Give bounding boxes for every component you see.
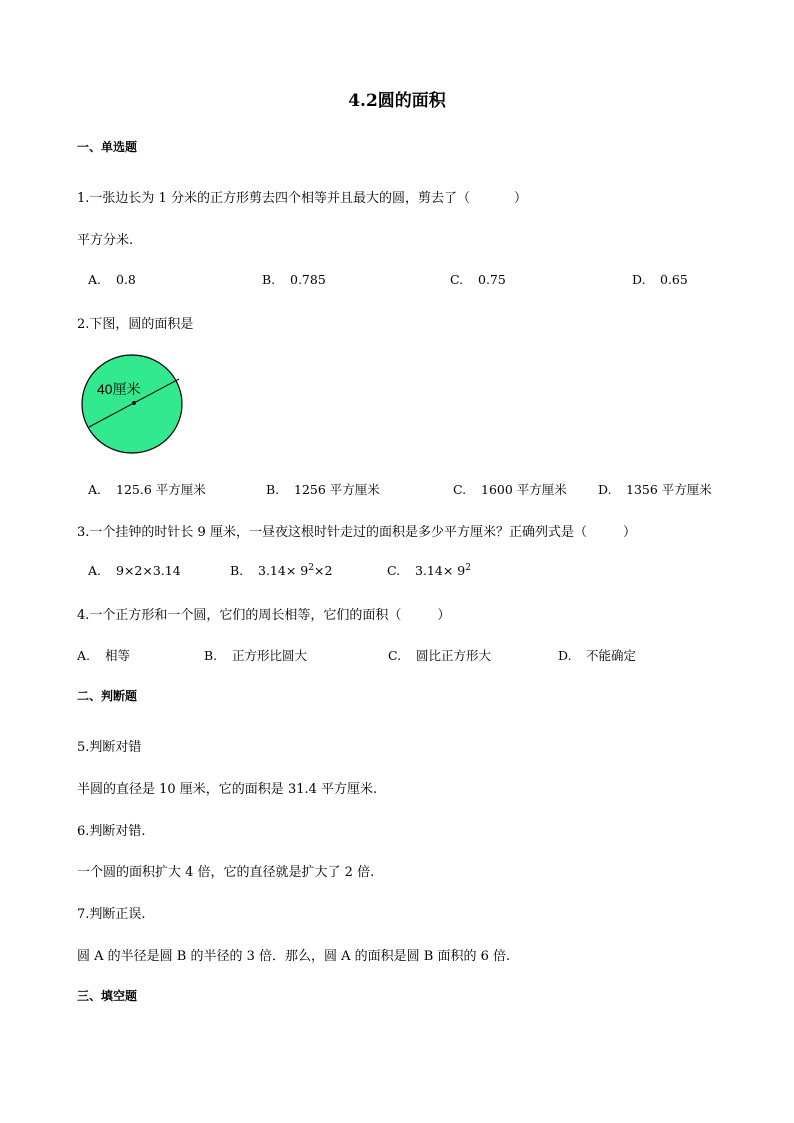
section-heading-single-choice: 一、单选题 [77, 140, 138, 154]
q3-option-c[interactable]: C. $3.14\times 9^2$ [387, 563, 471, 579]
q2-option-b[interactable]: B. 1256 平方厘米 [266, 482, 380, 497]
q4-option-c[interactable]: C. 圆比正方形大 [388, 648, 492, 663]
q1-option-a[interactable]: A. 0.8 [88, 272, 136, 287]
q4-option-a[interactable]: A. 相等 [77, 648, 131, 663]
q4-option-b[interactable]: B. 正方形比圆大 [204, 648, 308, 663]
center-dot [132, 401, 136, 405]
q2-option-a[interactable]: A. 125.6 平方厘米 [88, 482, 206, 497]
question-3-text: 3.一个挂钟的时针长 9 厘米，一昼夜这根时针走过的面积是多少平方厘米？正确列式是（ ） [77, 525, 636, 540]
q4-option-d[interactable]: D. 不能确定 [558, 648, 637, 663]
question-5-text: 5.判断对错 [77, 740, 142, 755]
section-heading-true-false: 二、判断题 [77, 689, 138, 703]
section-heading-fill-blank: 三、填空题 [77, 989, 138, 1003]
question-7-statement: 圆 A 的半径是圆 B 的半径的 3 倍．那么，圆 A 的面积是圆 B 面积的 6 倍. [77, 949, 511, 964]
question-1-continuation: 平方分米. [77, 233, 134, 248]
q2-option-d[interactable]: D. 1356 平方厘米 [598, 482, 712, 497]
circle-figure [78, 352, 186, 456]
question-4-text: 4.一个正方形和一个圆，它们的周长相等，它们的面积（ ） [77, 608, 451, 623]
q3-option-b[interactable]: B. $3.14\times 9^2\times 2$ [230, 563, 333, 579]
question-1-text: 1.一张边长为 1 分米的正方形剪去四个相等并且最大的圆，剪去了（ ） [77, 191, 527, 206]
q1-option-d[interactable]: D. 0.65 [632, 272, 688, 287]
q1-option-c[interactable]: C. 0.75 [450, 272, 506, 287]
question-5-statement: 半圆的直径是 10 厘米，它的面积是 31.4 平方厘米. [77, 782, 378, 797]
q2-option-c[interactable]: C. 1600 平方厘米 [453, 482, 567, 497]
question-6-text: 6.判断对错. [77, 824, 146, 839]
question-2-text: 2.下图，圆的面积是 [77, 317, 194, 332]
question-6-statement: 一个圆的面积扩大 4 倍，它的直径就是扩大了 2 倍. [77, 865, 375, 880]
page-title: 4.2圆的面积 [348, 91, 446, 111]
q3-option-a[interactable]: A. 9×2×3.14 [88, 563, 181, 578]
diameter-label: 40厘米 [97, 381, 141, 397]
question-7-text: 7.判断正误. [77, 907, 146, 922]
q1-option-b[interactable]: B. 0.785 [262, 272, 326, 287]
